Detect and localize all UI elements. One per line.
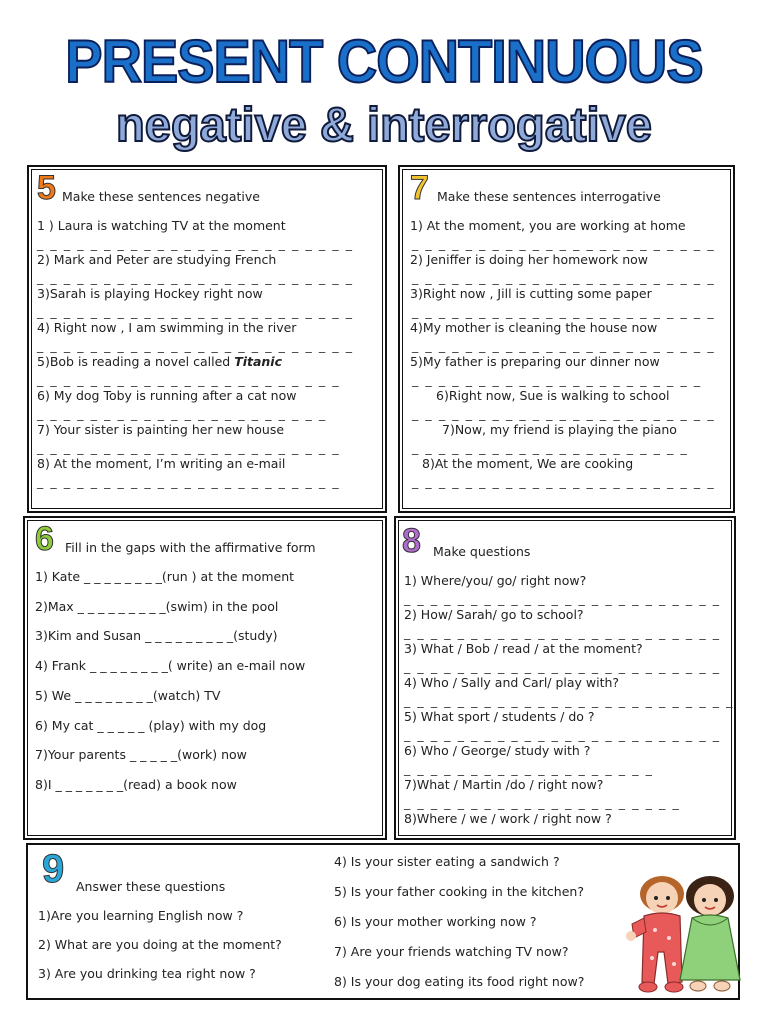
exercise-8-answer-line: _ _ _ _ _ _ _ _ _ _ _ _ _ _ _ _ _ _ _ _ _ _ _ _: [404, 659, 721, 674]
exercise-8-sentence: 5) What sport / students / do ?: [404, 709, 595, 724]
exercise-5-answer-line: _ _ _ _ _ _ _ _ _ _ _ _ _ _ _ _ _ _ _ _ _ _: [37, 406, 327, 421]
exercise-5-answer-line: _ _ _ _ _ _ _ _ _ _ _ _ _ _ _ _ _ _ _ _ _ _ _ _: [37, 304, 354, 319]
exercise-9-question: 7) Are your friends watching TV now?: [334, 944, 569, 959]
page-subtitle: negative & interrogative: [116, 99, 652, 152]
exercise-5-answer-line: _ _ _ _ _ _ _ _ _ _ _ _ _ _ _ _ _ _ _ _ _ _ _: [37, 372, 341, 387]
exercise-9-question: 2) What are you doing at the moment?: [38, 937, 282, 952]
exercise-8-answer-line: _ _ _ _ _ _ _ _ _ _ _ _ _ _ _ _ _ _ _ _ _ _ _ _ _: [404, 693, 735, 708]
exercise-7-sentence: 8)At the moment, We are cooking: [422, 456, 634, 471]
exercise-8-answer-line: _ _ _ _ _ _ _ _ _ _ _ _ _ _ _ _ _ _ _: [404, 761, 654, 776]
exercise-8-answer-line: _ _ _ _ _ _ _ _ _ _ _ _ _ _ _ _ _ _ _ _ _ _ _ _: [404, 591, 721, 606]
exercise-9-question: 6) Is your mother working now ?: [334, 914, 537, 929]
exercise-8-sentence: 4) Who / Sally and Carl/ play with?: [404, 675, 620, 690]
exercise-8-sentence: 3) What / Bob / read / at the moment?: [404, 641, 643, 656]
exercise-9-number: 9: [42, 847, 65, 891]
exercise-5-instruction: Make these sentences negative: [62, 189, 260, 204]
exercise-6-sentence: 5) We _ _ _ _ _ _ _ _(watch) TV: [35, 687, 221, 703]
exercise-7-sentence: 4)My mother is cleaning the house now: [410, 320, 658, 335]
page-title: PRESENT CONTINUOUS: [65, 28, 703, 95]
exercise-5-answer-line: _ _ _ _ _ _ _ _ _ _ _ _ _ _ _ _ _ _ _ _ _ _ _ _: [37, 236, 354, 251]
exercise-6-sentence: 4) Frank _ _ _ _ _ _ _ _( write) an e-mail now: [35, 658, 306, 674]
exercise-5-sentence: 4) Right now , I am swimming in the river: [37, 320, 297, 335]
exercise-7-answer-line: _ _ _ _ _ _ _ _ _ _ _ _ _ _ _ _ _ _ _ _ _: [412, 440, 689, 455]
exercise-8-number: 8: [402, 522, 421, 560]
exercise-7-sentence: 6)Right now, Sue is walking to school: [436, 388, 670, 403]
exercise-6-sentence: 3)Kim and Susan _ _ _ _ _ _ _ _ _(study): [35, 628, 278, 644]
exercise-9-question: 8) Is your dog eating its food right now?: [334, 974, 585, 989]
exercise-7-sentence: 5)My father is preparing our dinner now: [410, 354, 660, 369]
exercise-5-number: 5: [37, 169, 56, 207]
exercise-9-question: 1)Are you learning English now ?: [38, 908, 244, 923]
exercise-5-sentence: 2) Mark and Peter are studying French: [37, 252, 277, 267]
exercise-6-number: 6: [35, 520, 54, 558]
exercise-9-question: 4) Is your sister eating a sandwich ?: [334, 854, 560, 869]
exercise-7-answer-line: _ _ _ _ _ _ _ _ _ _ _ _ _ _ _ _ _ _ _ _ _ _: [412, 372, 702, 387]
exercise-7-instruction: Make these sentences interrogative: [437, 189, 661, 204]
exercise-8-sentence: 8)Where / we / work / right now ?: [404, 811, 612, 826]
exercise-7-answer-line: _ _ _ _ _ _ _ _ _ _ _ _ _ _ _ _ _ _ _ _ _ _ _: [412, 304, 716, 319]
exercise-8-answer-line: _ _ _ _ _ _ _ _ _ _ _ _ _ _ _ _ _ _ _ _ _: [404, 795, 681, 810]
exercise-6-sentence: 7)Your parents _ _ _ _ _(work) now: [35, 747, 247, 763]
exercise-7-sentence: 2) Jeniffer is doing her homework now: [410, 252, 649, 267]
exercise-7-box: [398, 165, 735, 513]
exercise-5-answer-line: _ _ _ _ _ _ _ _ _ _ _ _ _ _ _ _ _ _ _ _ _ _ _ _: [37, 270, 354, 285]
exercise-6-sentence: 1) Kate _ _ _ _ _ _ _ _(run ) at the moment: [35, 569, 295, 584]
exercise-6-instruction: Fill in the gaps with the affirmative form: [65, 540, 316, 555]
exercise-5-box: [27, 165, 387, 513]
exercise-7-answer-line: _ _ _ _ _ _ _ _ _ _ _ _ _ _ _ _ _ _ _ _ _ _ _: [412, 236, 716, 251]
exercise-8-sentence: 6) Who / George/ study with ?: [404, 743, 591, 758]
girl-green-nightgown-icon: [680, 876, 740, 991]
exercise-5-sentence: 3)Sarah is playing Hockey right now: [37, 286, 263, 301]
exercise-8-box: [394, 516, 736, 840]
exercise-5-sentence: 8) At the moment, I’m writing an e-mail: [37, 456, 286, 471]
exercise-8-sentence: 7)What / Martin /do / right now?: [404, 777, 604, 792]
exercise-5-sentence: 5)Bob is reading a novel called Titanic: [37, 354, 283, 369]
exercise-6-box: [23, 516, 387, 840]
exercise-7-sentence: 1) At the moment, you are working at home: [410, 218, 686, 233]
exercise-9-instruction: Answer these questions: [76, 879, 226, 894]
exercise-5-answer-line: _ _ _ _ _ _ _ _ _ _ _ _ _ _ _ _ _ _ _ _ _ _ _: [37, 474, 341, 489]
exercise-9-question: 5) Is your father cooking in the kitchen?: [334, 884, 584, 899]
exercise-5-answer-line: _ _ _ _ _ _ _ _ _ _ _ _ _ _ _ _ _ _ _ _ _ _ _ _: [37, 338, 354, 353]
girl-red-pajamas-icon: [626, 876, 684, 992]
exercise-7-answer-line: _ _ _ _ _ _ _ _ _ _ _ _ _ _ _ _ _ _ _ _ _ _ _: [412, 270, 716, 285]
exercise-5-sentence: 6) My dog Toby is running after a cat now: [37, 388, 297, 403]
exercise-8-answer-line: _ _ _ _ _ _ _ _ _ _ _ _ _ _ _ _ _ _ _ _ _ _ _ _: [404, 727, 721, 742]
exercise-5-answer-line: _ _ _ _ _ _ _ _ _ _ _ _ _ _ _ _ _ _ _ _ _ _ _: [37, 440, 341, 455]
exercise-7-answer-line: _ _ _ _ _ _ _ _ _ _ _ _ _ _ _ _ _ _ _ _ _ _ _: [412, 474, 716, 489]
exercise-5-titanic: Titanic: [234, 354, 283, 369]
exercise-7-sentence: 3)Right now , Jill is cutting some paper: [410, 286, 652, 301]
exercise-7-answer-line: _ _ _ _ _ _ _ _ _ _ _ _ _ _ _ _ _ _ _ _ _ _ _: [412, 406, 716, 421]
exercise-5-sentence: 7) Your sister is painting her new house: [37, 422, 285, 437]
exercise-6-sentence: 6) My cat _ _ _ _ _ (play) with my dog: [35, 717, 267, 733]
exercise-5-sentence: 1 ) Laura is watching TV at the moment: [37, 218, 286, 233]
children-illustration: [622, 872, 744, 996]
exercise-8-answer-line: _ _ _ _ _ _ _ _ _ _ _ _ _ _ _ _ _ _ _ _ _ _ _ _: [404, 625, 721, 640]
exercise-7-answer-line: _ _ _ _ _ _ _ _ _ _ _ _ _ _ _ _ _ _ _ _ _ _ _: [412, 338, 716, 353]
exercise-7-number: 7: [410, 169, 429, 207]
exercise-6-sentence: 2)Max _ _ _ _ _ _ _ _ _(swim) in the pool: [35, 598, 279, 614]
exercise-7-sentence: 7)Now, my friend is playing the piano: [442, 422, 677, 437]
exercise-8-instruction: Make questions: [433, 544, 531, 559]
exercise-6-sentence: 8)I _ _ _ _ _ _ _(read) a book now: [35, 776, 237, 792]
exercise-8-sentence: 2) How/ Sarah/ go to school?: [404, 607, 584, 622]
exercise-9-question: 3) Are you drinking tea right now ?: [38, 966, 256, 981]
exercise-8-sentence: 1) Where/you/ go/ right now?: [404, 573, 587, 588]
